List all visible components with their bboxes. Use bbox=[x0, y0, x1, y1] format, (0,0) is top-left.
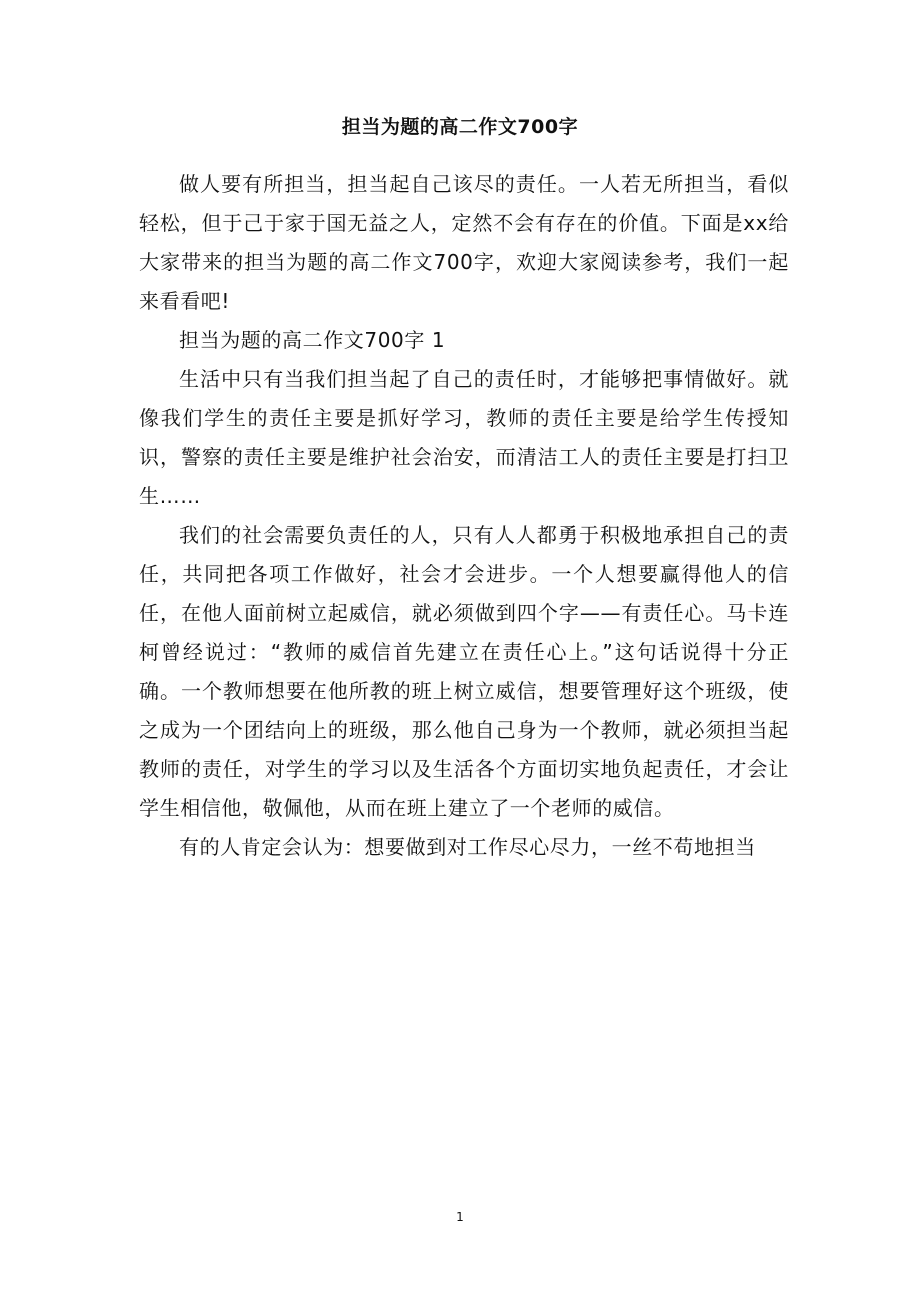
section-heading: 担当为题的高二作文700字 1 bbox=[179, 328, 446, 352]
paragraph-intro: 做人要有所担当，担当起自己该尽的责任。一人若无所担当，看似轻松，但于己于家于国无益之人，定然不会有存在的价值。下面是xx给大家带来的担当为题的高二作文700字，欢迎大家阅读参考，我们一起来看看吧! bbox=[139, 172, 789, 313]
document-body bbox=[139, 165, 789, 867]
page-number: 1 bbox=[456, 1210, 464, 1224]
paragraph-society: 我们的社会需要负责任的人，只有人人都勇于积极地承担自己的责任，共同把各项工作做好，社会才会进步。一个人想要赢得他人的信任，在他人面前树立起威信，就必须做到四个字——有责任心。马卡连柯曾经说过：“教师的威信首先建立在责任心上。”这句话说得十分正确。一个教师想要在他所教的班上树立威信，想要管理好这个班级，使之成为一个团结向上的班级，那么他自己身为一个教师，就必须担当起教师的责任，对学生的学习以及生活各个方面切实地负起责任，才会让学生相信他，敬佩他，从而在班上建立了一个老师的威信。 bbox=[139, 523, 789, 820]
paragraph-responsibility: 生活中只有当我们担当起了自己的责任时，才能够把事情做好。就像我们学生的责任主要是抓好学习，教师的责任主要是给学生传授知识，警察的责任主要是维护社会治安，而清洁工人的责任主要是打扫卫生…… bbox=[139, 367, 789, 508]
document-title: 担当为题的高二作文700字 bbox=[341, 116, 579, 138]
paragraph-continuation: 有的人肯定会认为：想要做到对工作尽心尽力，一丝不苟地担当 bbox=[179, 835, 756, 859]
